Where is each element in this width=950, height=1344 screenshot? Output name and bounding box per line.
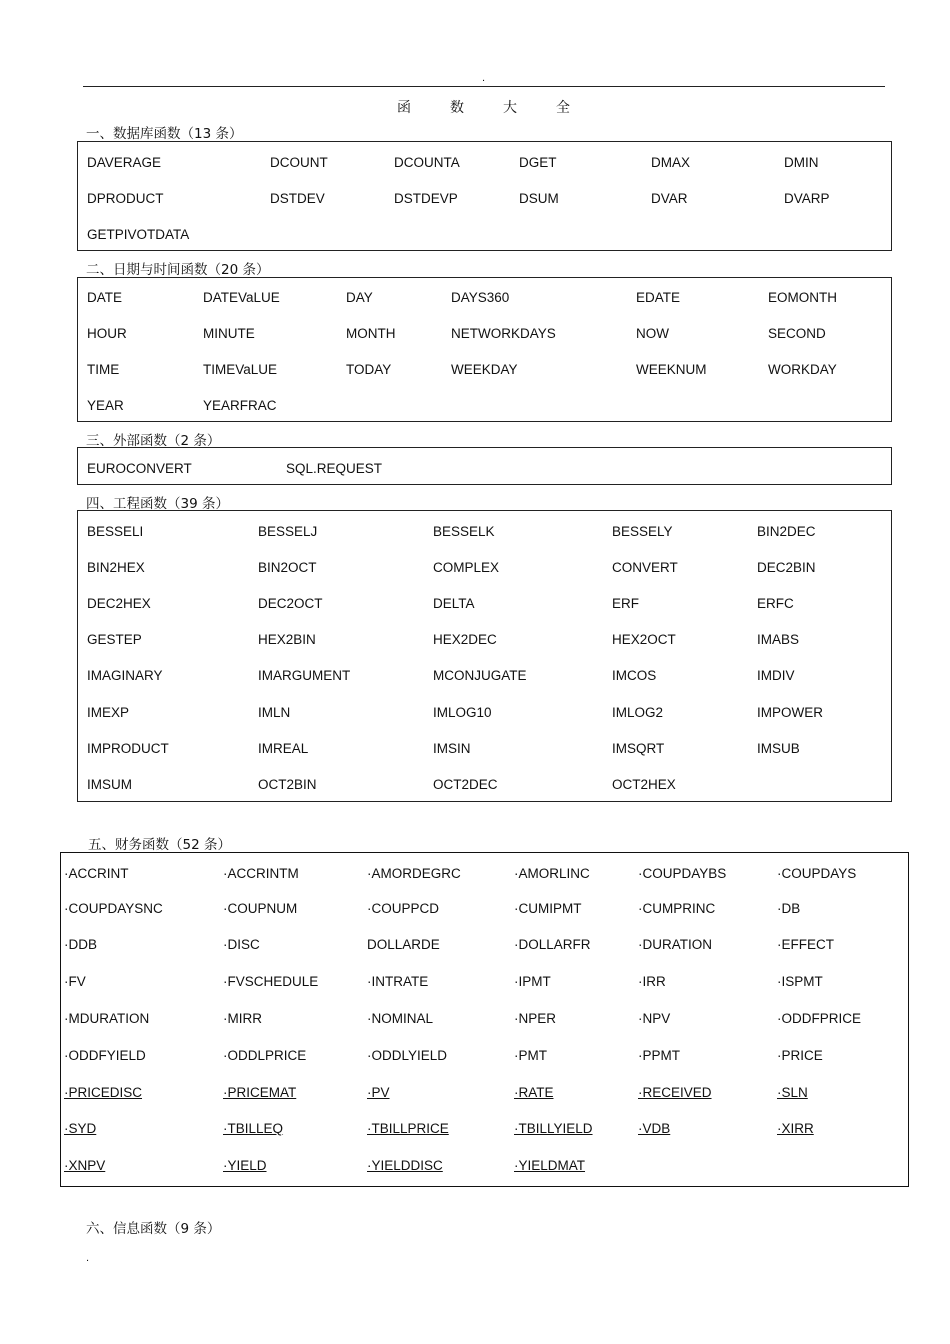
title-char: 数 <box>450 100 464 116</box>
function-name: ·TBILLYIELD <box>514 1121 593 1136</box>
header-mark: . <box>482 72 486 84</box>
function-name: ·MIRR <box>223 1011 262 1026</box>
function-name: TIME <box>87 362 120 377</box>
title-char: 函 <box>397 100 411 116</box>
function-name: HEX2DEC <box>433 632 497 647</box>
datetime-functions-box <box>77 277 892 422</box>
function-name: ·COUPDAYSNC <box>64 901 163 916</box>
function-name: BESSELI <box>87 524 144 539</box>
footer-mark: . <box>86 1252 90 1264</box>
function-name: IMSQRT <box>612 741 665 756</box>
function-name: ·DB <box>777 901 801 916</box>
function-name: ·PV <box>367 1085 390 1100</box>
function-name: ·CUMPRINC <box>638 901 716 916</box>
function-name: ·PRICE <box>777 1048 823 1063</box>
function-name: ·AMORLINC <box>514 866 590 881</box>
function-name: ·PMT <box>514 1048 547 1063</box>
function-name: ERF <box>612 596 639 611</box>
function-name: ·ACCRINTM <box>223 866 299 881</box>
function-name: ·MDURATION <box>64 1011 150 1026</box>
function-name: BESSELK <box>433 524 495 539</box>
function-name: DAY <box>346 290 373 305</box>
function-name: SQL.REQUEST <box>286 461 383 476</box>
function-name: ·AMORDEGRC <box>367 866 461 881</box>
function-name: WEEKDAY <box>451 362 518 377</box>
function-name: DPRODUCT <box>87 191 164 206</box>
function-name: DAVERAGE <box>87 155 162 170</box>
function-name: DVAR <box>651 191 688 206</box>
function-name: ·ODDFYIELD <box>64 1048 146 1063</box>
function-name: BESSELY <box>612 524 673 539</box>
function-name: HEX2BIN <box>258 632 316 647</box>
function-name: DEC2HEX <box>87 596 151 611</box>
function-name: OCT2DEC <box>433 777 498 792</box>
function-name: YEARFRAC <box>203 398 277 413</box>
function-name: COMPLEX <box>433 560 500 575</box>
function-name: IMSIN <box>433 741 471 756</box>
function-name: ·DURATION <box>638 937 712 952</box>
function-name: ·FVSCHEDULE <box>223 974 319 989</box>
function-name: ·SLN <box>777 1085 808 1100</box>
function-name: IMSUB <box>757 741 800 756</box>
function-name: CONVERT <box>612 560 678 575</box>
function-name: DELTA <box>433 596 475 611</box>
title-char: 大 <box>503 100 517 116</box>
database-functions-box <box>77 141 892 251</box>
function-name: ·XIRR <box>777 1121 814 1136</box>
function-name: DMIN <box>784 155 819 170</box>
function-name: ·YIELDMAT <box>514 1158 586 1173</box>
function-name: IMLOG2 <box>612 705 664 720</box>
function-name: DVARP <box>784 191 830 206</box>
function-name: IMSUM <box>87 777 132 792</box>
function-name: IMABS <box>757 632 800 647</box>
function-name: ·VDB <box>638 1121 671 1136</box>
function-name: IMREAL <box>258 741 309 756</box>
function-name: TODAY <box>346 362 392 377</box>
function-name: EUROCONVERT <box>87 461 192 476</box>
function-name: ·PRICEMAT <box>223 1085 297 1100</box>
function-name: ERFC <box>757 596 794 611</box>
function-name: WORKDAY <box>768 362 837 377</box>
function-name: ·TBILLEQ <box>223 1121 284 1136</box>
function-name: DSTDEVP <box>394 191 458 206</box>
function-name: ·SYD <box>64 1121 97 1136</box>
function-name: GETPIVOTDATA <box>87 227 190 242</box>
function-name: ·DOLLARFR <box>514 937 591 952</box>
function-name: WEEKNUM <box>636 362 707 377</box>
function-name: IMLN <box>258 705 291 720</box>
external-functions-box <box>77 447 892 485</box>
function-name: OCT2BIN <box>258 777 317 792</box>
function-name: DATEVaLUE <box>203 290 280 305</box>
section-heading-external: 三、外部函数（2 条） <box>86 433 221 449</box>
function-name: IMDIV <box>757 668 795 683</box>
function-name: ·IPMT <box>514 974 551 989</box>
function-name: DEC2BIN <box>757 560 816 575</box>
function-name: ·NOMINAL <box>367 1011 434 1026</box>
function-name: MONTH <box>346 326 396 341</box>
function-name: OCT2HEX <box>612 777 676 792</box>
function-name: IMARGUMENT <box>258 668 351 683</box>
title-char: 全 <box>556 100 570 116</box>
function-name: ·YIELDDISC <box>367 1158 443 1173</box>
function-name: ·COUPNUM <box>223 901 298 916</box>
function-name: DATE <box>87 290 123 305</box>
function-name: ·RECEIVED <box>638 1085 712 1100</box>
function-name: ·RATE <box>514 1085 554 1100</box>
function-name: HEX2OCT <box>612 632 676 647</box>
function-name: SECOND <box>768 326 826 341</box>
function-name: BIN2OCT <box>258 560 317 575</box>
function-name: ·YIELD <box>223 1158 267 1173</box>
section-heading-database: 一、数据库函数（13 条） <box>86 126 243 142</box>
function-name: NOW <box>636 326 669 341</box>
function-name: YEAR <box>87 398 124 413</box>
function-name: MCONJUGATE <box>433 668 527 683</box>
function-name: EOMONTH <box>768 290 837 305</box>
function-name: ·COUPDAYS <box>777 866 857 881</box>
function-name: IMPRODUCT <box>87 741 169 756</box>
function-name: DMAX <box>651 155 691 170</box>
function-name: ·DISC <box>223 937 260 952</box>
function-name: IMLOG10 <box>433 705 492 720</box>
engineering-functions-box <box>77 510 892 802</box>
section-heading-information: 六、信息函数（9 条） <box>86 1221 221 1237</box>
function-name: ·NPV <box>638 1011 671 1026</box>
function-name: DEC2OCT <box>258 596 323 611</box>
function-name: ·COUPDAYBS <box>638 866 727 881</box>
section-heading-datetime: 二、日期与时间函数（20 条） <box>86 262 270 278</box>
function-name: BESSELJ <box>258 524 318 539</box>
section-heading-financial: 五、财务函数（52 条） <box>88 837 231 853</box>
function-name: IMCOS <box>612 668 657 683</box>
function-name: ·PRICEDISC <box>64 1085 143 1100</box>
function-name: IMEXP <box>87 705 130 720</box>
function-name: HOUR <box>87 326 127 341</box>
function-name: BIN2HEX <box>87 560 145 575</box>
function-name: DCOUNTA <box>394 155 460 170</box>
function-name: IMAGINARY <box>87 668 163 683</box>
function-name: DGET <box>519 155 557 170</box>
function-name: DCOUNT <box>270 155 328 170</box>
function-name: GESTEP <box>87 632 142 647</box>
function-name: ·CUMIPMT <box>514 901 582 916</box>
function-name: ·ODDFPRICE <box>777 1011 861 1026</box>
page-title <box>397 97 609 117</box>
financial-functions-box <box>60 852 909 1187</box>
function-name: ·DDB <box>64 937 97 952</box>
function-name: ·TBILLPRICE <box>367 1121 449 1136</box>
function-name: ·XNPV <box>64 1158 106 1173</box>
function-name: EDATE <box>636 290 681 305</box>
function-name: NETWORKDAYS <box>451 326 556 341</box>
function-name: TIMEVaLUE <box>203 362 278 377</box>
function-name: DAYS360 <box>451 290 510 305</box>
header-rule <box>83 86 885 87</box>
function-name: ·ISPMT <box>777 974 823 989</box>
function-name: IMPOWER <box>757 705 823 720</box>
function-name: ·COUPPCD <box>367 901 440 916</box>
function-name: ·ODDLYIELD <box>367 1048 448 1063</box>
function-name: BIN2DEC <box>757 524 816 539</box>
function-name: ·ODDLPRICE <box>223 1048 307 1063</box>
function-name: ·IRR <box>638 974 666 989</box>
function-name: ·ACCRINT <box>64 866 129 881</box>
function-name: DOLLARDE <box>367 937 440 952</box>
section-heading-engineering: 四、工程函数（39 条） <box>86 496 229 512</box>
function-name: ·INTRATE <box>367 974 429 989</box>
function-name: ·PPMT <box>638 1048 680 1063</box>
function-name: ·EFFECT <box>777 937 834 952</box>
function-name: ·FV <box>64 974 86 989</box>
function-name: DSTDEV <box>270 191 325 206</box>
function-name: MINUTE <box>203 326 255 341</box>
function-name: DSUM <box>519 191 559 206</box>
function-name: ·NPER <box>514 1011 557 1026</box>
